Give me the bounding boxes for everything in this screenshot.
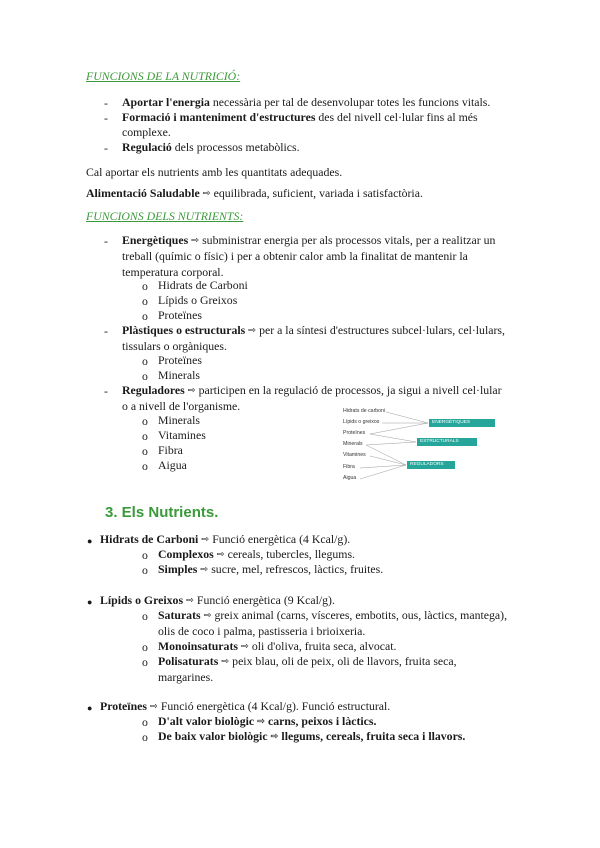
hidrats-item: Hidrats de Carboni ⇨ Funció energètica (4 Kcal/g). <box>100 532 351 546</box>
arrow-icon: ⇨ <box>187 385 196 396</box>
dash: - <box>104 234 108 248</box>
o-marker: o <box>142 730 148 744</box>
plastiques-item: Plàstiques o estructurals ⇨ per a la síntesi d'estructures subcel·lulars, cel·lulars, tissulars o orgàniques. <box>122 323 505 354</box>
alimentacio-saludable: Alimentació Saludable ⇨ equilibrada, suficient, variada i satisfactòria. <box>86 186 423 200</box>
energetiques-item: Energètiques ⇨ subministrar energia per als processos vitals, per a realitzar un treball (químic o físic) i per a obtenir calor amb la finalitat de mantenir la temperatura corporal. <box>122 233 496 279</box>
arrow-icon: ⇨ <box>200 564 209 575</box>
bullet-icon: ● <box>87 597 93 607</box>
o-marker: o <box>142 563 148 577</box>
o-marker: o <box>142 548 148 562</box>
o-marker: o <box>142 309 148 323</box>
arrow-icon: ⇨ <box>186 595 194 606</box>
sub-item: D'alt valor biològic ⇨ carns, peixos i làctics. <box>158 714 377 728</box>
arrow-icon: ⇨ <box>216 549 225 560</box>
polisaturats-item: Polisaturats ⇨ peix blau, oli de peix, oli de llavors, fruita seca, margarines. <box>158 654 457 685</box>
saturats-item: Saturats ⇨ greix animal (carns, vísceres, embotits, ous, làctics, mantega), olis de coco i palma, pastisseria i brioixeria. <box>158 608 508 639</box>
arrow-icon: ⇨ <box>270 731 279 742</box>
list-item: Aportar l'energia necessària per tal de desenvolupar totes les funcions vitals. <box>122 95 491 109</box>
list-item: Formació i manteniment d'estructures des del nivell cel·lular fins al més complexe. <box>122 110 478 140</box>
sub-item: Proteïnes <box>158 353 202 367</box>
o-marker: o <box>142 459 148 473</box>
arrow-icon: ⇨ <box>240 641 249 652</box>
o-marker: o <box>142 655 148 669</box>
bullet-icon: ● <box>87 536 93 546</box>
monoinsaturats-item: Monoinsaturats ⇨ oli d'oliva, fruita seca, alvocat. <box>158 639 397 653</box>
nutrient-function-diagram <box>340 404 520 486</box>
diagram-label: Lípids o greixos <box>343 419 380 425</box>
proteines-item: Proteïnes ⇨ Funció energètica (4 Kcal/g). Funció estructural. <box>100 699 391 713</box>
arrow-icon: ⇨ <box>202 188 211 199</box>
sub-item: Hidrats de Carboni <box>158 278 248 292</box>
diagram-label: Aigua <box>343 475 357 481</box>
diagram-box-energetiques: ENERGÈTIQUES <box>429 419 495 427</box>
dash: - <box>104 141 108 155</box>
o-marker: o <box>142 294 148 308</box>
arrow-icon: ⇨ <box>257 716 266 727</box>
diagram-label: Hidrats de carboni <box>343 408 386 414</box>
arrow-icon: ⇨ <box>203 610 212 621</box>
arrow-icon: ⇨ <box>221 656 230 667</box>
arrow-icon: ⇨ <box>201 534 210 545</box>
list-item: Regulació dels processos metabòlics. <box>122 140 300 154</box>
o-marker: o <box>142 640 148 654</box>
lipids-item: Lípids o Greixos ⇨ Funció energètica (9 Kcal/g). <box>100 593 335 607</box>
o-marker: o <box>142 715 148 729</box>
sub-item: Proteïnes <box>158 308 202 322</box>
o-marker: o <box>142 414 148 428</box>
heading-funcions-nutricio: FUNCIONS DE LA NUTRICIÓ: <box>86 69 241 83</box>
dash: - <box>104 96 108 110</box>
reguladores-item: Reguladores ⇨ participen en la regulació de processos, ja sigui a nivell cel·lular o a nivell de l'organisme. <box>122 383 502 414</box>
sub-item: Aigua <box>158 458 187 472</box>
diagram-label: Fibra <box>343 464 355 470</box>
dash: - <box>104 111 108 125</box>
sub-item: Lípids o Greixos <box>158 293 238 307</box>
dash: - <box>104 324 108 338</box>
arrow-icon: ⇨ <box>191 235 200 246</box>
diagram-label: Minerals <box>343 441 363 447</box>
diagram-box-estructurals: ESTRUCTURALS <box>417 438 477 446</box>
o-marker: o <box>142 609 148 623</box>
sub-item: Vitamines <box>158 428 206 442</box>
diagram-label: Vitamines <box>343 452 366 458</box>
note-text: Cal aportar els nutrients amb les quantitats adequades. <box>86 165 343 179</box>
dash: - <box>104 384 108 398</box>
sub-item: Fibra <box>158 443 183 457</box>
o-marker: o <box>142 429 148 443</box>
diagram-box-reguladors: REGULADORS <box>407 461 455 469</box>
sub-item: Complexos ⇨ cereals, tubercles, llegums. <box>158 547 356 561</box>
heading-funcions-nutrients: FUNCIONS DELS NUTRIENTS: <box>86 209 244 223</box>
arrow-icon: ⇨ <box>248 325 257 336</box>
arrow-icon: ⇨ <box>149 701 158 712</box>
section-title-nutrients: 3. Els Nutrients. <box>105 504 219 521</box>
sub-item: Simples ⇨ sucre, mel, refrescos, làctics, fruites. <box>158 562 384 576</box>
sub-item: Minerals <box>158 413 200 427</box>
bullet-icon: ● <box>87 703 93 713</box>
o-marker: o <box>142 444 148 458</box>
diagram-label: Proteïnes <box>343 430 366 436</box>
o-marker: o <box>142 354 148 368</box>
o-marker: o <box>142 369 148 383</box>
sub-item: Minerals <box>158 368 200 382</box>
o-marker: o <box>142 279 148 293</box>
sub-item: De baix valor biològic ⇨ llegums, cereals, fruita seca i llavors. <box>158 729 466 743</box>
